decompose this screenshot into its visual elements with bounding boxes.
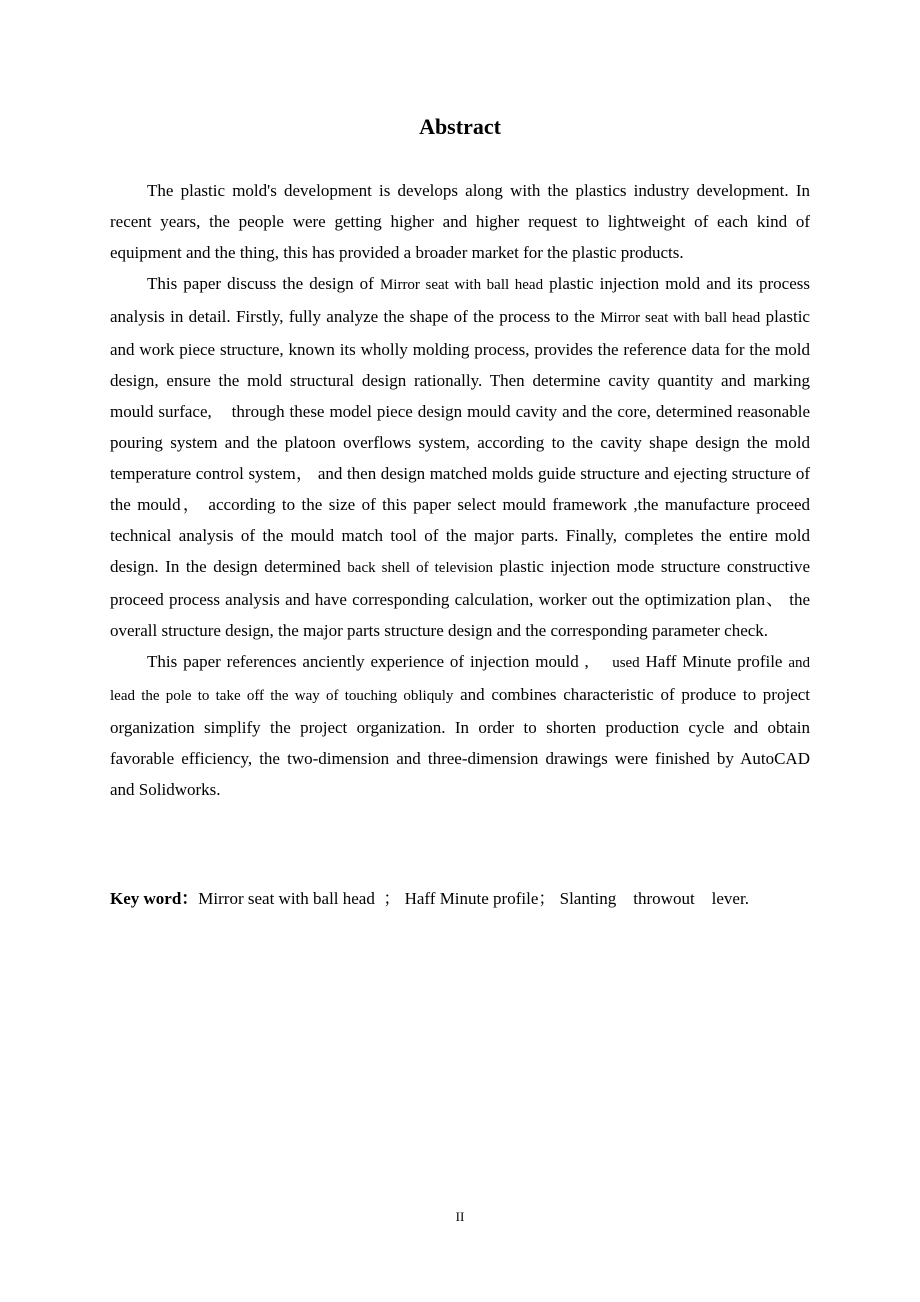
page-number: II: [455, 1209, 465, 1224]
paragraph-3-text-a: This paper references anciently experience of injection mould ,: [147, 652, 613, 671]
keywords-label: Key word：: [110, 889, 199, 908]
keywords-line: [110, 883, 830, 914]
paragraph-3-text-b: Haff Minute profile: [639, 652, 789, 671]
keywords-text: Mirror seat with ball head ； Haff Minute profile； Slanting throwout lever.: [198, 889, 749, 908]
paragraph-2-text-a: This paper discuss the design of: [147, 274, 380, 293]
paragraph-3-method: and lead the pole to take off the way of touching obliquly: [110, 655, 810, 704]
paragraph-2-text-c: plastic and work piece structure, known its wholly molding process, provides the reference data for the mold design, ensure the mold structural design rationally. Then determine cavity quantity and marking mould surface, through these model piece design mould cavity and the core, determined reasonable pouring system and the platoon overflows system, according to the cavity shape design the mold temperature control system， and then design matched molds guide structure and ejecting structure of the mould， according to the size of this paper select mould framework ,the manufacture proceed technical analysis of the mould match tool of the major parts. Finally, completes the entire mold design. In the design determined: [110, 307, 810, 576]
paragraph-3-used: used: [612, 655, 640, 671]
paragraph-3-text-c: and combines characteristic of produce to project organization simplify the project organization. In order to shorten production cycle and obtain favorable efficiency, the two-dimension and three-dimension drawings were finished by AutoCAD and Solidworks.: [110, 685, 811, 799]
paragraph-2-tv-shell: back shell of television: [347, 560, 493, 576]
paragraph-3: [110, 646, 810, 805]
paragraph-2-text-b: plastic injection mold and its process analysis in detail. Firstly, fully analyze the shape of the process to the: [110, 274, 810, 326]
paragraph-2: [110, 268, 810, 646]
page-title: Abstract: [419, 114, 501, 139]
paragraph-2-product-name-2: Mirror seat with ball head: [600, 310, 761, 326]
paragraph-2-text-d: plastic injection mode structure constructive proceed process analysis and have corresponding calculation, worker out the optimization plan、 the overall structure design, the major parts structure design and the corresponding parameter check.: [110, 557, 811, 640]
paragraph-2-product-name: Mirror seat with ball head: [379, 277, 544, 293]
paragraph-1: [110, 175, 810, 268]
abstract-body: [110, 175, 810, 805]
paragraph-1-text: The plastic mold's development is develops along with the plastics industry development. In recent years, the people were getting higher and higher request to lightweight of each kind of equipment and the thing, this has provided a broader market for the plastic products.: [110, 181, 810, 262]
